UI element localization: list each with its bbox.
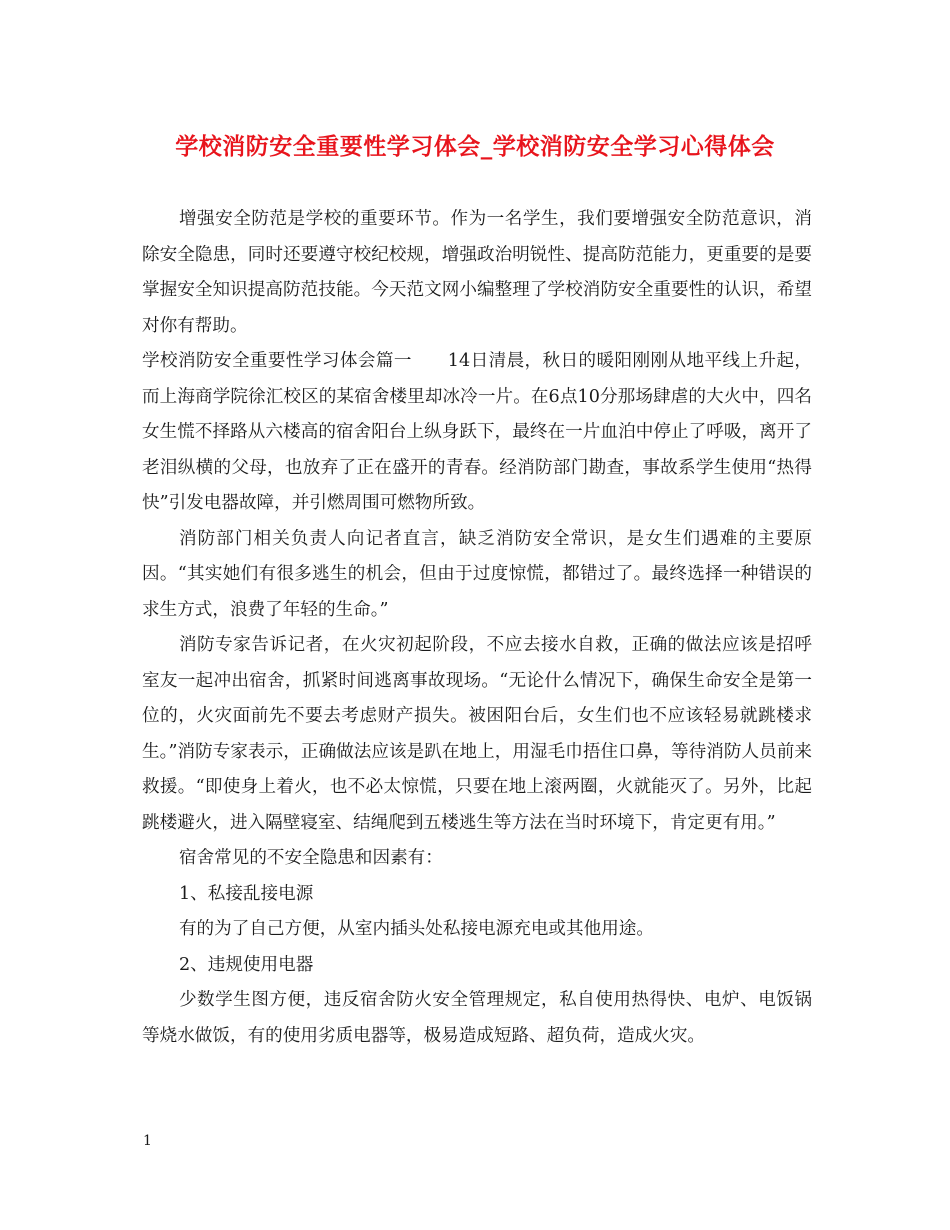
paragraph-expert-advice: 消防专家告诉记者，在火灾初起阶段，不应去接水自救，正确的做法应该是招呼室友一起冲出宿舍，抓紧时间逃离事故现场。“无论什么情况下，确保生命安全是第一位的，火灾面前先不要去考虑财产损失。被困阳台后，女生们也不应该轻易就跳楼求生。”消防专家表示，正确做法应该是趴在地上，用湿毛巾捂住口鼻，等待消防人员前来救援。“即使身上着火，也不必太惊慌，只要在地上滚两圈，火就能灭了。另外，比起跳楼避火，进入隔壁寝室、结绳爬到五楼逃生等方法在当时环境下，肯定更有用。” — [142, 635, 812, 833]
paragraph-appliances-detail: 少数学生图方便，违反宿舍防火安全管理规定，私自使用热得快、电炉、电饭锅等烧水做饭，有的使用劣质电器等，极易造成短路、超负荷，造成火灾。 — [142, 990, 812, 1046]
document-body — [142, 202, 812, 1054]
paragraph-cause: 消防部门相关负责人向记者直言，缺乏消防安全常识，是女生们遇难的主要原因。“其实她们有很多逃生的机会，但由于过度惊慌，都错过了。最终选择一种错误的求生方式，浪费了年轻的生命。” — [142, 528, 812, 620]
document-title: 学校消防安全重要性学习体会_学校消防安全学习心得体会 — [175, 133, 775, 160]
page-number: 1 — [143, 1133, 152, 1149]
paragraph-hazards-heading: 宿舍常见的不安全隐患和因素有： — [178, 848, 443, 868]
list-heading-power: 1、私接乱接电源 — [178, 883, 314, 904]
paragraph-intro: 增强安全防范是学校的重要环节。作为一名学生，我们要增强安全防范意识，消除安全隐患，同时还要遵守校纪校规，增强政治明锐性、提高防范能力，更重要的是要掌握安全知识提高防范技能。今天范文网小编整理了学校消防安全重要性的认识，希望对你有帮助。 — [142, 209, 812, 336]
paragraph-article-one: 学校消防安全重要性学习体会篇一 14日清晨，秋日的暖阳刚刚从地平线上升起，而上海商学院徐汇校区的某宿舍楼里却冰冷一片。在6点10分那场肆虐的大火中，四名女生慌不择路从六楼高的宿舍阳台上纵身跃下，最终在一片血泊中停止了呼吸，离开了老泪纵横的父母，也放弃了正在盛开的青春。经消防部门勘查，事故系学生使用“热得快”引发电器故障，并引燃周围可燃物所致。 — [142, 351, 812, 513]
list-heading-appliances: 2、违规使用电器 — [178, 954, 314, 975]
paragraph-power-detail: 有的为了自己方便，从室内插头处私接电源充电或其他用途。 — [178, 919, 654, 939]
